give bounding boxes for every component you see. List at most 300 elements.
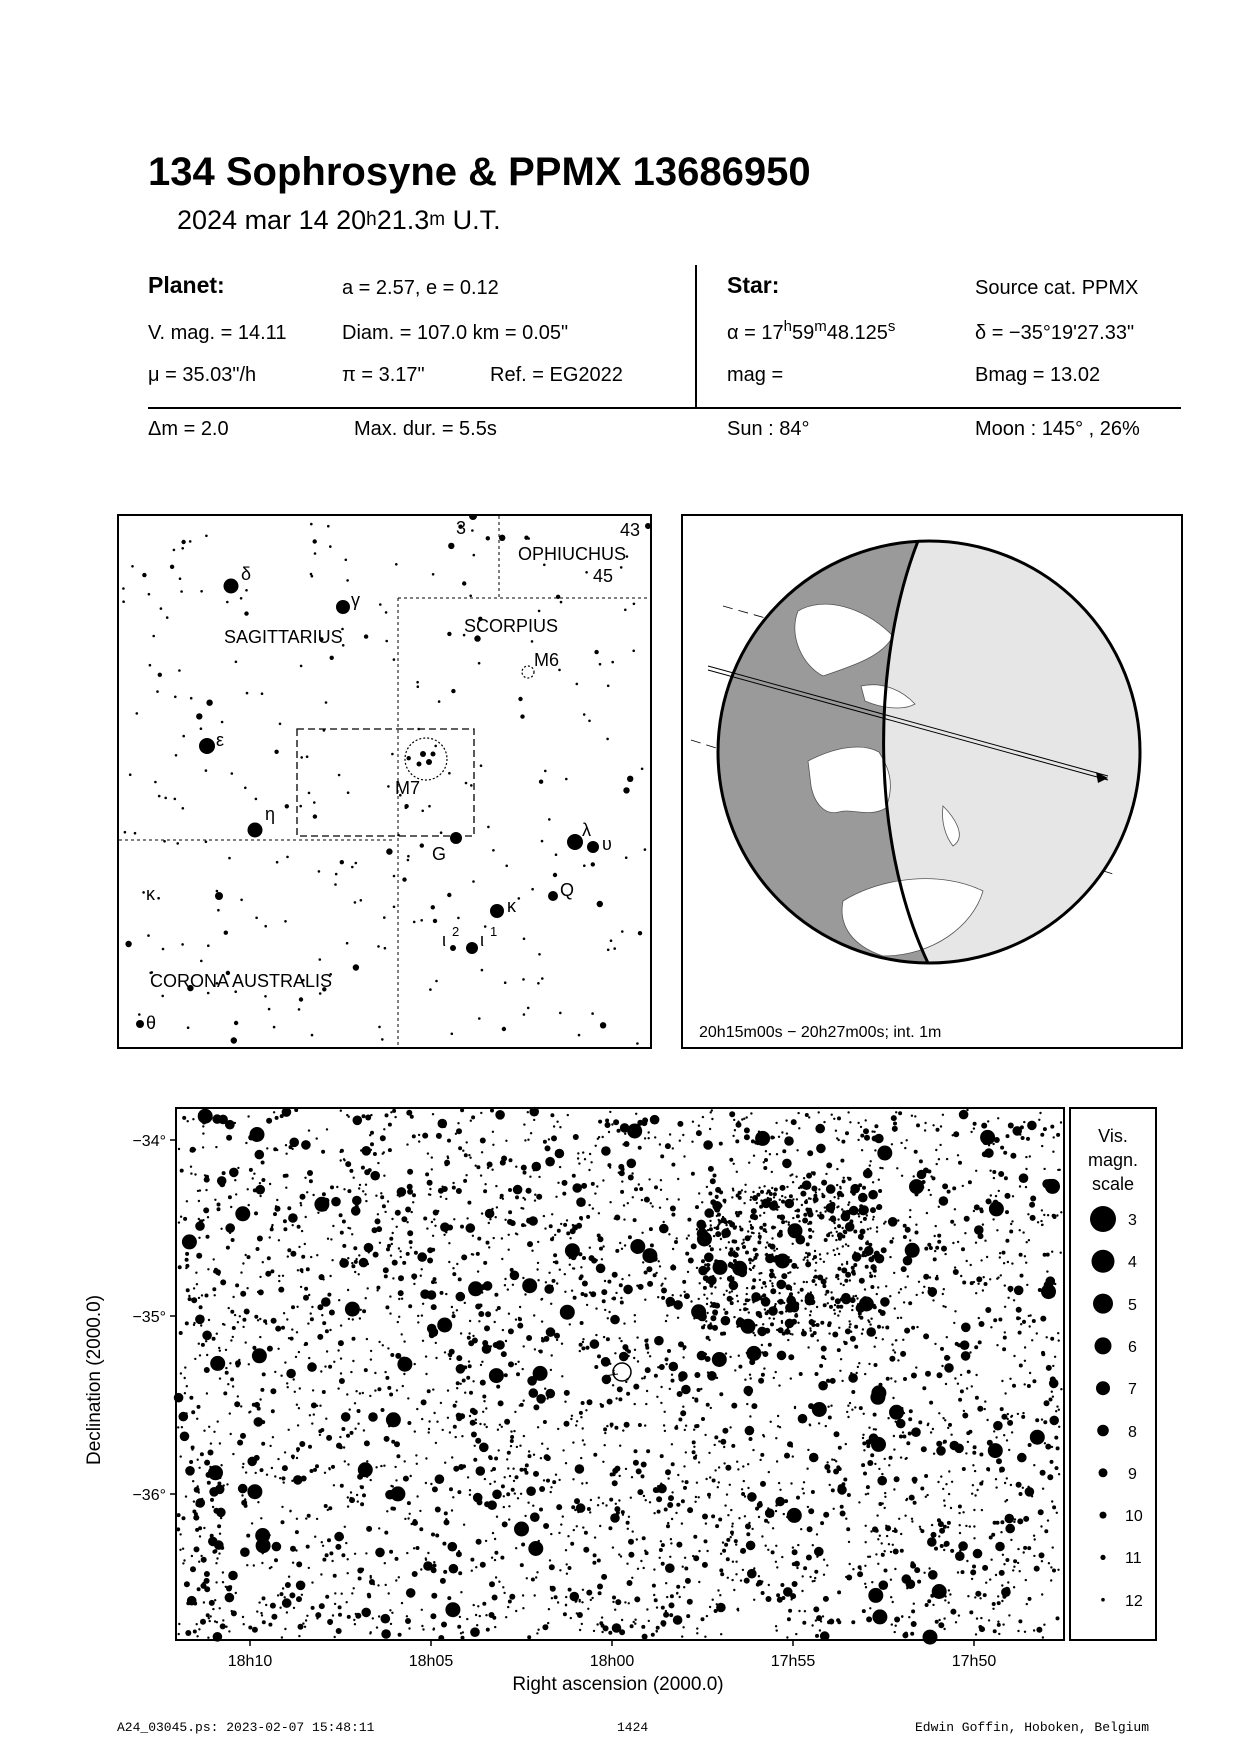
field-star: [300, 1268, 304, 1272]
field-star: [472, 1380, 474, 1382]
background-star: [313, 539, 317, 543]
field-star: [209, 1600, 215, 1606]
field-star: [286, 1382, 288, 1384]
background-star: [451, 689, 455, 693]
field-star: [900, 1533, 902, 1535]
field-star: [333, 1361, 335, 1363]
field-star: [771, 1226, 775, 1230]
field-star: [1046, 1336, 1048, 1338]
field-star: [1050, 1579, 1052, 1581]
field-star: [792, 1581, 798, 1587]
field-star: [961, 1570, 965, 1574]
field-star: [288, 1429, 290, 1431]
field-star: [206, 1354, 208, 1356]
field-star: [1013, 1566, 1015, 1568]
field-star: [851, 1305, 853, 1307]
field-star: [797, 1544, 799, 1546]
field-star: [1009, 1230, 1013, 1234]
field-star: [749, 1199, 751, 1201]
background-star: [347, 791, 350, 794]
field-star: [1022, 1320, 1026, 1324]
field-star: [776, 1460, 778, 1462]
field-star: [875, 1553, 877, 1555]
field-star: [246, 1534, 250, 1538]
field-star: [351, 1592, 353, 1594]
field-star: [833, 1469, 839, 1475]
field-star: [543, 1215, 545, 1217]
field-star: [347, 1189, 351, 1193]
field-star: [866, 1616, 872, 1622]
field-star: [775, 1122, 777, 1124]
field-star: [943, 1525, 947, 1529]
field-star: [180, 1432, 190, 1442]
field-star: [1037, 1221, 1039, 1223]
field-star: [624, 1601, 626, 1603]
x-tick-labels: [228, 1653, 997, 1670]
field-star: [656, 1396, 658, 1398]
field-star: [383, 1175, 385, 1177]
field-star: [747, 1230, 749, 1232]
field-star: [343, 1417, 345, 1419]
background-star: [588, 720, 591, 723]
field-star: [873, 1270, 875, 1272]
field-star: [196, 1623, 198, 1625]
field-star: [876, 1206, 880, 1210]
field-star: [564, 1291, 566, 1293]
field-star: [993, 1421, 1003, 1431]
field-star: [633, 1460, 639, 1466]
field-star: [494, 1481, 496, 1483]
field-star: [574, 1498, 580, 1504]
field-star: [352, 1337, 356, 1341]
field-star: [893, 1448, 895, 1450]
legend-magnitude-dot: [1093, 1294, 1113, 1314]
field-star: [755, 1324, 757, 1326]
field-star: [444, 1519, 450, 1525]
field-star: [911, 1115, 913, 1117]
field-star: [384, 1436, 390, 1442]
field-star: [347, 1572, 349, 1574]
field-star: [589, 1247, 591, 1249]
field-star: [448, 1261, 450, 1263]
field-star: [693, 1535, 697, 1539]
field-star: [1018, 1619, 1022, 1623]
field-star: [534, 1199, 536, 1201]
field-star: [627, 1124, 642, 1139]
field-star: [653, 1568, 655, 1570]
field-star: [823, 1559, 825, 1561]
star-source-catalog: Source cat. PPMX: [975, 277, 1139, 299]
field-star: [259, 1336, 261, 1338]
field-star: [557, 1601, 559, 1603]
field-star: [807, 1223, 809, 1225]
field-star: [219, 1607, 221, 1609]
legend-magnitude-dot: [1092, 1250, 1115, 1273]
field-star: [435, 1474, 445, 1484]
field-star: [860, 1238, 862, 1240]
field-star: [998, 1190, 1000, 1192]
field-star: [802, 1488, 804, 1490]
field-star: [612, 1601, 614, 1603]
field-star: [667, 1522, 669, 1524]
field-star: [392, 1260, 398, 1266]
field-star: [895, 1111, 897, 1113]
field-star: [590, 1291, 596, 1297]
field-star: [623, 1322, 625, 1324]
field-star: [962, 1413, 968, 1419]
field-star: [984, 1282, 988, 1286]
star-epsilon-sgr: [199, 738, 215, 754]
field-star: [727, 1319, 729, 1321]
field-star: [997, 1621, 999, 1623]
finder-background-stars: [122, 523, 646, 1045]
field-star: [769, 1280, 771, 1282]
ra-minutes: 59: [791, 322, 815, 344]
field-star: [601, 1616, 603, 1618]
field-star: [389, 1609, 391, 1611]
field-star: [1055, 1466, 1059, 1470]
field-star: [392, 1109, 396, 1113]
field-star: [466, 1223, 476, 1233]
field-star: [665, 1357, 669, 1361]
field-star: [369, 1395, 371, 1397]
field-star: [485, 1540, 487, 1542]
field-star: [505, 1616, 507, 1618]
m7-star: [431, 752, 436, 757]
field-star: [786, 1286, 788, 1288]
field-star: [988, 1443, 1003, 1458]
field-star: [733, 1252, 739, 1258]
legend-magnitude-dot: [1090, 1206, 1116, 1232]
field-star: [505, 1140, 507, 1142]
field-star: [287, 1206, 291, 1210]
field-star: [215, 1562, 217, 1564]
field-star: [955, 1551, 965, 1561]
field-star: [860, 1221, 862, 1223]
field-star: [909, 1409, 913, 1413]
field-star: [731, 1196, 733, 1198]
field-star: [802, 1183, 808, 1189]
background-star: [484, 925, 487, 928]
field-star: [330, 1185, 334, 1189]
field-star: [486, 1426, 488, 1428]
globe-svg: [683, 516, 1181, 1047]
field-star: [566, 1563, 568, 1565]
field-star: [905, 1227, 911, 1233]
field-star: [416, 1408, 418, 1410]
field-star: [732, 1135, 734, 1137]
field-star: [440, 1196, 442, 1198]
field-star: [422, 1303, 424, 1305]
field-star: [386, 1247, 390, 1251]
field-star: [246, 1564, 248, 1566]
background-star: [469, 595, 472, 598]
field-star: [594, 1536, 596, 1538]
field-star: [659, 1143, 661, 1145]
field-star: [740, 1579, 742, 1581]
field-star: [841, 1263, 843, 1265]
field-star: [537, 1426, 539, 1428]
field-star: [469, 1320, 471, 1322]
field-star: [886, 1535, 888, 1537]
background-star: [537, 982, 540, 985]
field-star: [344, 1526, 346, 1528]
field-star: [923, 1286, 925, 1288]
field-star: [1025, 1186, 1027, 1188]
background-star: [205, 841, 208, 844]
field-star: [683, 1586, 685, 1588]
field-star: [938, 1412, 940, 1414]
field-star: [1011, 1431, 1013, 1433]
field-star: [816, 1533, 818, 1535]
field-star: [849, 1121, 851, 1123]
field-star: [185, 1321, 189, 1325]
field-star: [1028, 1597, 1032, 1601]
field-star: [288, 1213, 298, 1223]
field-star: [571, 1505, 575, 1509]
field-star: [1020, 1323, 1022, 1325]
field-star: [714, 1444, 716, 1446]
field-star: [744, 1495, 746, 1497]
field-star: [880, 1297, 890, 1307]
field-star: [618, 1164, 624, 1170]
field-star: [478, 1311, 484, 1317]
field-star: [666, 1314, 668, 1316]
field-star: [881, 1473, 883, 1475]
field-star: [897, 1317, 899, 1319]
field-star: [683, 1291, 685, 1293]
bright-stars: [136, 516, 650, 1028]
field-star: [218, 1552, 220, 1554]
field-star: [522, 1207, 524, 1209]
field-star: [258, 1601, 260, 1603]
field-star: [692, 1397, 694, 1399]
field-star: [328, 1365, 332, 1369]
field-star: [555, 1196, 557, 1198]
field-star: [193, 1322, 195, 1324]
field-star: [805, 1199, 807, 1201]
field-star: [296, 1331, 298, 1333]
field-star: [904, 1286, 906, 1288]
field-star: [948, 1589, 950, 1591]
field-star: [1011, 1220, 1013, 1222]
field-star: [667, 1349, 671, 1353]
field-star: [682, 1406, 684, 1408]
background-star: [313, 814, 317, 818]
field-star: [685, 1480, 689, 1484]
field-star: [942, 1183, 948, 1189]
field-star: [1020, 1274, 1024, 1278]
field-star: [776, 1209, 778, 1211]
field-star: [760, 1190, 764, 1194]
field-star: [624, 1422, 630, 1428]
field-star: [571, 1290, 573, 1292]
field-star: [522, 1277, 524, 1279]
star-3-oph: [469, 516, 477, 520]
label-g: G: [432, 844, 447, 864]
background-star: [334, 883, 337, 886]
field-star: [1024, 1346, 1026, 1348]
field-star: [517, 1497, 519, 1499]
field-star: [829, 1218, 831, 1220]
field-star: [681, 1522, 683, 1524]
field-star: [1041, 1224, 1043, 1226]
field-star: [469, 1494, 471, 1496]
field-star: [464, 1153, 468, 1157]
field-star: [252, 1346, 256, 1350]
field-star: [498, 1400, 504, 1406]
field-star: [724, 1311, 728, 1315]
field-star: [440, 1578, 446, 1584]
legend-magnitude-dot: [1100, 1555, 1105, 1560]
field-star: [734, 1369, 736, 1371]
field-star: [376, 1626, 378, 1628]
field-star: [924, 1247, 928, 1251]
field-star: [930, 1402, 932, 1404]
field-star: [339, 1258, 349, 1268]
field-star: [790, 1593, 796, 1599]
field-star: [744, 1386, 754, 1396]
background-star: [523, 1013, 526, 1016]
field-star: [863, 1449, 865, 1451]
field-star: [387, 1244, 391, 1248]
field-star: [666, 1198, 668, 1200]
detail-chart: [0, 1100, 1239, 1700]
field-star: [668, 1233, 670, 1235]
field-star: [261, 1161, 265, 1165]
field-star: [412, 1571, 418, 1577]
background-star: [149, 664, 152, 667]
background-star: [200, 727, 203, 730]
field-star: [226, 1246, 230, 1250]
field-star: [327, 1238, 329, 1240]
field-star: [682, 1566, 684, 1568]
field-star: [651, 1205, 653, 1207]
field-star: [378, 1527, 380, 1529]
field-star: [484, 1501, 490, 1507]
field-star: [360, 1309, 362, 1311]
field-star: [914, 1115, 916, 1117]
field-star: [967, 1441, 969, 1443]
field-star: [208, 1537, 218, 1547]
field-star: [398, 1290, 404, 1296]
field-star: [660, 1386, 662, 1388]
field-star: [270, 1566, 272, 1568]
background-star: [505, 865, 508, 868]
field-star: [752, 1278, 756, 1282]
field-star: [605, 1122, 611, 1128]
field-star: [191, 1410, 195, 1414]
field-star: [470, 1120, 472, 1122]
field-star: [928, 1287, 930, 1289]
field-star: [811, 1302, 813, 1304]
label-eta: η: [265, 804, 276, 824]
field-star: [508, 1313, 510, 1315]
field-star: [231, 1238, 235, 1242]
field-star: [456, 1551, 462, 1557]
field-star: [407, 1184, 413, 1190]
field-star: [196, 1418, 198, 1420]
background-star: [129, 773, 132, 776]
field-star: [628, 1274, 630, 1276]
field-star: [904, 1147, 906, 1149]
field-star: [869, 1272, 871, 1274]
field-star: [559, 1569, 561, 1571]
field-star: [837, 1224, 841, 1228]
field-star: [650, 1202, 652, 1204]
field-star: [281, 1506, 283, 1508]
background-star: [182, 807, 185, 810]
field-star: [835, 1130, 837, 1132]
field-star: [492, 1144, 494, 1146]
field-star: [1060, 1252, 1062, 1254]
field-star: [354, 1623, 356, 1625]
background-star: [340, 860, 344, 864]
field-star: [652, 1584, 656, 1588]
field-star: [892, 1126, 898, 1132]
field-star: [823, 1261, 825, 1263]
field-star: [427, 1180, 433, 1186]
field-star: [970, 1131, 972, 1133]
field-star: [561, 1343, 563, 1345]
field-star: [398, 1633, 402, 1637]
field-star: [768, 1584, 770, 1586]
field-star: [796, 1214, 800, 1218]
field-star: [976, 1276, 982, 1282]
field-star: [528, 1454, 532, 1458]
field-star: [414, 1430, 416, 1432]
field-star: [451, 1306, 453, 1308]
field-star: [532, 1162, 542, 1172]
field-star: [767, 1310, 769, 1312]
field-star: [900, 1288, 902, 1290]
field-star: [485, 1614, 487, 1616]
field-star: [929, 1246, 933, 1250]
background-star: [520, 714, 524, 718]
field-star: [838, 1195, 840, 1197]
background-star: [428, 805, 431, 808]
field-star: [526, 1486, 536, 1496]
field-star: [826, 1184, 836, 1194]
background-star: [451, 1033, 454, 1036]
field-star: [611, 1297, 613, 1299]
field-star: [876, 1226, 878, 1228]
field-star: [825, 1293, 827, 1295]
field-star: [440, 1222, 450, 1232]
background-star: [174, 696, 177, 699]
field-star: [684, 1429, 686, 1431]
field-star: [768, 1317, 770, 1319]
field-star: [909, 1209, 911, 1211]
field-star: [658, 1260, 660, 1262]
field-star: [746, 1541, 756, 1551]
field-star: [362, 1392, 364, 1394]
field-star: [827, 1406, 829, 1408]
field-star: [973, 1549, 983, 1559]
field-star: [847, 1405, 849, 1407]
field-star: [936, 1275, 938, 1277]
background-star: [393, 906, 396, 909]
field-star: [1033, 1555, 1035, 1557]
field-star: [519, 1306, 521, 1308]
field-star: [438, 1324, 442, 1328]
field-star: [476, 1631, 478, 1633]
field-star: [401, 1602, 403, 1604]
background-star: [122, 600, 125, 603]
field-star: [429, 1327, 439, 1337]
field-star: [736, 1171, 738, 1173]
field-star: [830, 1378, 836, 1384]
